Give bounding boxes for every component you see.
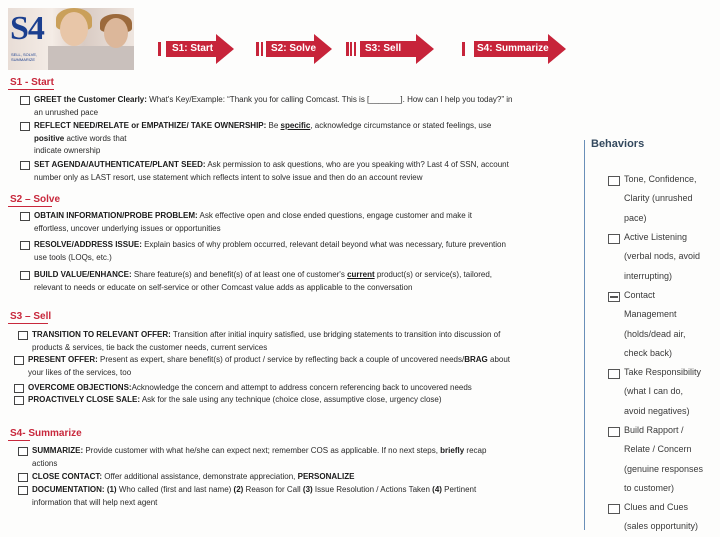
- item-text: What's Key/Example: “Thank you for calling Comcast. This is [_______]. How can I help you today?” in: [146, 95, 513, 104]
- item-text: your likes of the services, too: [28, 367, 132, 377]
- logo-photo-shirt: [48, 46, 134, 70]
- item-text: Issue Resolution / Actions Taken: [312, 485, 433, 494]
- item-emphasis: positive: [34, 133, 65, 143]
- item-emphasis: briefly: [440, 446, 465, 455]
- item-text: use tools (LOQs, etc.): [34, 252, 112, 262]
- behavior-text: Relate / Concern: [624, 444, 692, 455]
- item-heading: DOCUMENTATION:: [32, 485, 105, 494]
- item-text: number only as LAST resort, use statement which reflects intent to solve issue and then do an account review: [34, 172, 423, 182]
- item-heading: TRANSITION TO RELEVANT OFFER:: [32, 330, 171, 339]
- arrow-tick: [350, 42, 352, 56]
- item-text: recap: [464, 446, 487, 455]
- checklist-item-summarize: [32, 445, 577, 470]
- item-heading: CLOSE CONTACT:: [32, 472, 103, 481]
- step-arrow-solve: [256, 34, 332, 64]
- checklist-item-agenda: [34, 159, 574, 184]
- item-text: Reason for Call: [243, 485, 303, 494]
- behavior-item-tone: [624, 170, 718, 228]
- logo-photo-face-2: [104, 18, 128, 48]
- checkbox[interactable]: [18, 486, 28, 495]
- item-heading: REFLECT NEED/RELATE or EMPATHIZE/ TAKE OWNERSHIP:: [34, 121, 267, 130]
- item-text: Offer additional assistance, demonstrate appreciation,: [102, 472, 298, 481]
- item-text: , acknowledge circumstance or stated feelings, use: [310, 121, 492, 130]
- behavior-text: pace): [624, 212, 647, 223]
- step-label: S2: Solve: [271, 43, 317, 54]
- item-heading: OBTAIN INFORMATION/PROBE PROBLEM:: [34, 211, 198, 220]
- checkbox[interactable]: [18, 447, 28, 456]
- item-text: effortless, uncover underlying issues or opportunities: [34, 223, 221, 233]
- arrow-tick: [462, 42, 465, 56]
- behavior-checkbox[interactable]: [608, 504, 620, 514]
- item-text: relevant to needs or educate on self-service or other Comcast value adds as applicable to the conversation: [34, 282, 413, 292]
- item-emphasis: specific: [280, 121, 311, 130]
- checkbox[interactable]: [20, 161, 30, 170]
- checklist-item-present-offer: [28, 354, 578, 379]
- item-text: active words that: [64, 133, 127, 143]
- item-heading: RESOLVE/ADDRESS ISSUE:: [34, 240, 142, 249]
- item-emphasis: (2): [233, 485, 244, 494]
- item-heading: OVERCOME OBJECTIONS:: [28, 383, 132, 392]
- checkbox[interactable]: [20, 96, 30, 105]
- checklist-item-overcome-objections: [28, 382, 578, 395]
- behavior-text: Take Responsibility: [624, 367, 702, 377]
- behavior-text: (holds/dead air,: [624, 328, 686, 339]
- checkbox[interactable]: [20, 241, 30, 250]
- item-heading: BUILD VALUE/ENHANCE:: [34, 270, 132, 279]
- behavior-item-contact-management: [624, 286, 718, 363]
- item-emphasis: current: [347, 270, 375, 279]
- behavior-text: Clarity (unrushed: [624, 193, 693, 204]
- item-text: an unrushed pace: [34, 107, 99, 117]
- checkbox[interactable]: [20, 212, 30, 221]
- step-label: S4: Summarize: [477, 43, 549, 54]
- checkbox[interactable]: [20, 271, 30, 280]
- arrow-tick: [354, 42, 356, 56]
- step-label: S3: Sell: [365, 43, 402, 54]
- behavior-checkbox[interactable]: [608, 234, 620, 244]
- step-arrow-sell: [346, 34, 434, 64]
- section-title-sell: S3 – Sell: [10, 311, 52, 322]
- behavior-item-clues-and-cues: [624, 498, 718, 537]
- arrow-tick: [261, 42, 263, 56]
- checkbox[interactable]: [18, 331, 28, 340]
- item-text: indicate ownership: [34, 146, 101, 155]
- item-emphasis: (4): [432, 485, 442, 494]
- item-text: actions: [32, 458, 58, 468]
- checklist-item-greet: [34, 94, 574, 119]
- behavior-text: check back): [624, 347, 673, 358]
- behavior-checkbox[interactable]: [608, 292, 620, 302]
- step-label: S1: Start: [172, 43, 214, 54]
- arrow-tick: [256, 42, 259, 56]
- checklist-item-build-value: [34, 269, 574, 294]
- checklist-item-obtain-information: [34, 210, 574, 235]
- step-arrow-summarize: [462, 34, 566, 64]
- behavior-text: Tone, Confidence,: [624, 174, 697, 184]
- behavior-item-take-responsibility: [624, 363, 718, 421]
- item-text: Ask for the sale using any technique (choice close, assumptive close, urgency close): [140, 395, 442, 404]
- item-heading: PROACTIVELY CLOSE SALE:: [28, 395, 141, 404]
- item-text: Be: [266, 121, 281, 130]
- item-text: Acknowledge the concern and attempt to address concern referencing back to uncovered needs: [131, 383, 472, 392]
- behavior-checkbox[interactable]: [608, 427, 620, 437]
- item-text: Explain basics of why problem occurred, relevant detail beyond what was necessary, future prevention: [141, 240, 506, 249]
- behavior-item-active-listening: [624, 228, 718, 286]
- item-text: Pertinent: [441, 485, 477, 494]
- section-title-summarize: S4- Summarize: [10, 428, 82, 439]
- logo-photo-face: [60, 12, 88, 46]
- behavior-text: Clues and Cues: [624, 502, 689, 512]
- behavior-text: (verbal nods, avoid: [624, 251, 701, 262]
- item-emphasis: PERSONALIZE: [297, 472, 355, 481]
- item-emphasis: (1): [104, 485, 117, 494]
- checkbox[interactable]: [14, 356, 24, 365]
- item-text: Transition after initial inquiry satisfied, use bridging statements to transition into discussion of: [170, 330, 501, 339]
- behavior-item-build-rapport: [624, 421, 718, 498]
- checklist-item-close-sale: [28, 394, 578, 407]
- item-text: product(s) or service(s), tailored,: [374, 270, 492, 279]
- checklist-item-documentation: [32, 484, 577, 509]
- behavior-text: Contact: [624, 290, 656, 300]
- checkbox[interactable]: [14, 384, 24, 393]
- item-text: products & services, tie back the customer needs, current services: [32, 342, 268, 352]
- behavior-text: Build Rapport /: [624, 425, 684, 435]
- item-text: Provide customer with what he/she can expect next; remember COS as applicable. If no next steps,: [83, 446, 441, 455]
- behavior-checkbox[interactable]: [608, 176, 620, 186]
- behaviors-divider: [584, 140, 585, 530]
- behavior-text: avoid negatives): [624, 405, 690, 416]
- item-text: Ask effective open and close ended questions, engage customer and make it: [197, 211, 472, 220]
- checkbox[interactable]: [18, 473, 28, 482]
- logo-caption: SELL, SOLVE, SUMMARIZE: [11, 52, 38, 62]
- section-underline: [8, 89, 54, 90]
- item-text: about: [487, 355, 511, 364]
- checkbox[interactable]: [20, 122, 30, 131]
- item-emphasis: (3): [302, 485, 313, 494]
- checklist-item-transition: [32, 329, 577, 354]
- behavior-text: Active Listening: [624, 232, 688, 242]
- s4-logo: [8, 8, 134, 70]
- item-heading: SET AGENDA/AUTHENTICATE/PLANT SEED:: [34, 160, 206, 169]
- step-arrow-start: [158, 34, 234, 64]
- item-text: Present as expert, share benefit(s) of product / service by reflecting back a couple of uncovered needs/: [97, 355, 465, 364]
- logo-mark: S4: [10, 10, 44, 47]
- section-title-solve: S2 – Solve: [10, 194, 61, 205]
- section-underline: [8, 440, 30, 441]
- checkbox[interactable]: [14, 396, 24, 405]
- section-title-start: S1 - Start: [10, 77, 54, 88]
- behaviors-title: Behaviors: [591, 138, 645, 150]
- arrow-tick: [158, 42, 161, 56]
- item-text: information that will help next agent: [32, 497, 158, 507]
- section-underline: [8, 323, 48, 324]
- item-emphasis: BRAG: [464, 355, 488, 364]
- behavior-text: (genuine responses: [624, 463, 704, 474]
- behavior-text: Management: [624, 309, 677, 320]
- checklist-item-close-contact: [32, 471, 577, 484]
- checklist-item-resolve: [34, 239, 574, 264]
- behavior-text: interrupting): [624, 270, 673, 281]
- behavior-checkbox[interactable]: [608, 369, 620, 379]
- item-heading: GREET the Customer Clearly:: [34, 95, 147, 104]
- behavior-text: (what I can do,: [624, 386, 684, 397]
- item-text: Who called (first and last name): [116, 485, 234, 494]
- checklist-item-reflect: [34, 120, 574, 158]
- item-heading: PRESENT OFFER:: [28, 355, 98, 364]
- item-heading: SUMMARIZE:: [32, 446, 84, 455]
- arrow-tick: [346, 42, 349, 56]
- behavior-text: to customer): [624, 482, 675, 493]
- item-text: Share feature(s) and benefit(s) of at least one of customer's: [131, 270, 348, 279]
- section-underline: [8, 206, 52, 207]
- behavior-text: (sales opportunity): [624, 521, 699, 532]
- item-text: Ask permission to ask questions, who are you speaking with? Last 4 of SSN, account: [205, 160, 509, 169]
